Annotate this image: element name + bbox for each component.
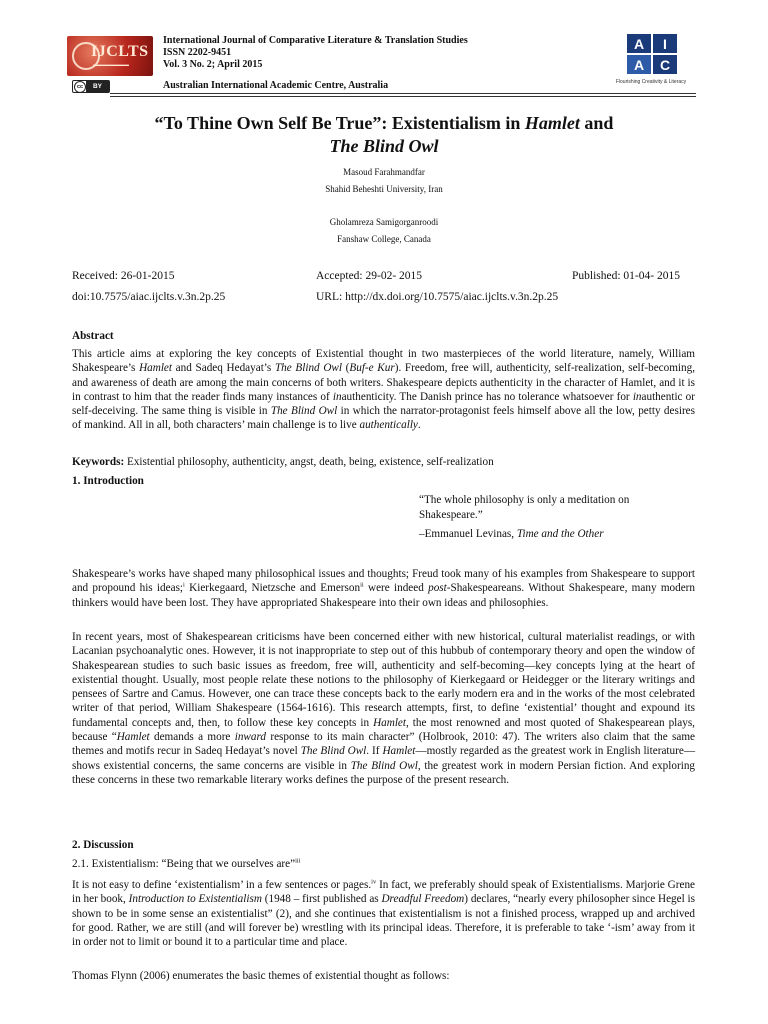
discussion-paragraph-1 xyxy=(72,878,695,949)
text-run-italic: authentically xyxy=(359,419,418,432)
logo-subtext-icon: ▬▬▬▬▬▬▬▬ xyxy=(93,62,129,67)
text-run: -Shakespeareans. Without Shakespeare, many modern thinkers would have been lost. They have appropriated Shakespeare into their own ideas and philosophies. xyxy=(72,582,695,609)
text-run: –Emmanuel Levinas, xyxy=(419,528,517,540)
author-name: Gholamreza Samigorganroodi xyxy=(329,217,439,227)
text-run: authenticity. The Danish prince has no tolerance whatsoever for xyxy=(341,390,633,403)
abstract-heading: Abstract xyxy=(72,330,114,342)
text-run: ). Freedom, free will, authenticity, self-realization, self-becoming, and awareness of death are among the main concerns of both writers. Shakespeare depicts authenticity in the character of Hamlet, and it is in contrast to him that the reader finds many instances of xyxy=(72,362,696,403)
ijclts-logo xyxy=(67,36,153,76)
text-run: were indeed xyxy=(363,582,429,595)
text-run-italic: The Blind Owl xyxy=(300,745,367,758)
journal-name: International Journal of Comparative Literature & Translation Studies xyxy=(163,35,468,46)
text-run: In fact, we preferably should speak of Existentialisms. Marjorie Grene in her book, xyxy=(72,879,696,906)
footnote-mark[interactable]: iv xyxy=(371,878,377,886)
accepted-date: Accepted: 29-02- 2015 xyxy=(316,270,423,282)
by-icon: BY xyxy=(86,81,109,92)
text-run: and Sadeq Hedayat’s xyxy=(172,362,275,375)
aiac-letter: A xyxy=(627,34,651,53)
aiac-logo xyxy=(627,34,677,74)
text-run: This article aims at exploring the key concepts of Existential thought in two masterpieces of the world literature, namely, William Shakespeare’s xyxy=(72,348,695,375)
text-run: (1948 – first published as xyxy=(261,893,382,906)
text-run-italic: Buf-e Kur xyxy=(349,362,395,375)
text-run-italic: post xyxy=(428,582,447,595)
text-run-italic: Hamlet xyxy=(382,745,416,758)
cc-icon: cc xyxy=(74,81,86,93)
ijclts-logo-text: IJCLTS xyxy=(91,43,149,60)
text-run: authentic or self-deceiving. The same thing is visible in xyxy=(72,390,695,418)
epigraph-quote: “The whole philosophy is only a meditation on Shakespeare.” xyxy=(419,494,630,521)
text-run-italic: Hamlet xyxy=(373,716,406,729)
aiac-tagline: Flourishing Creativity & Literacy xyxy=(615,79,687,85)
text-run-italic: The Blind Owl xyxy=(350,759,418,772)
header-divider xyxy=(110,93,696,94)
text-run: It is not easy to define ‘existentialism’ in a few sentences or pages. xyxy=(72,879,372,891)
aiac-letter: C xyxy=(653,55,677,74)
footnote-mark[interactable]: i xyxy=(183,581,185,589)
discussion-paragraph-2: Thomas Flynn (2006) enumerates the basic themes of existential thought as follows: xyxy=(72,970,450,982)
received-date: Received: 26-01-2015 xyxy=(72,270,175,282)
article-title xyxy=(84,112,684,158)
text-run: ( xyxy=(341,362,350,375)
title-part: “To Thine Own Self Be True”: Existentialism in xyxy=(154,113,525,133)
title-part: and xyxy=(579,113,614,133)
text-run-italic: Hamlet xyxy=(139,362,172,375)
aiac-letter: A xyxy=(627,55,651,74)
published-date: Published: 01-04- 2015 xyxy=(572,270,680,282)
cc-license-badge[interactable] xyxy=(72,80,110,93)
intro-paragraph-2 xyxy=(72,630,695,787)
keywords-text: Existential philosophy, authenticity, angst, death, being, existence, self-realization xyxy=(124,456,494,468)
title-line-2: The Blind Owl xyxy=(329,136,439,156)
abstract-text xyxy=(72,347,695,433)
footnote-mark[interactable]: ii xyxy=(360,581,364,589)
keywords xyxy=(72,455,695,469)
text-run-italic: Hamlet xyxy=(116,731,150,744)
text-run-italic: The Blind Owl xyxy=(274,362,342,375)
text-run: . xyxy=(417,419,421,432)
publisher-name: Australian International Academic Centre, Australia xyxy=(163,80,389,91)
section-heading: 2. Discussion xyxy=(72,839,134,851)
text-run-italic: Time and the Other xyxy=(516,528,604,540)
text-run-italic: inward xyxy=(234,731,267,744)
section-heading: 1. Introduction xyxy=(72,475,144,487)
title-part-italic: Hamlet xyxy=(524,113,580,133)
text-run: response to its main character” (Holbrook, 2010: 47). The writers also claim that the same themes and motifs recur in Sadeq Hedayat’s novel xyxy=(72,731,695,758)
subsection-heading xyxy=(72,857,695,871)
journal-issn: ISSN 2202-9451 xyxy=(163,47,232,58)
journal-volume: Vol. 3 No. 2; April 2015 xyxy=(163,59,263,70)
text-run: , the most renowned and most quoted of Shakespearean plays, because “ xyxy=(72,716,695,744)
text-run-italic: in xyxy=(632,390,642,403)
text-run-italic: in xyxy=(332,390,342,403)
text-run: In recent years, most of Shakespearean criticisms have been concerned either with new historical, cultural materialist readings, or with Lacanian psychoanalytic ones. However, it is not inappropriate to step out of this hubbub of contemporary theory and open the window of Shakespearean studies to such basic issues as freedom, free will, authenticity and self-becoming—key concepts lying at the heart of existential thought. Usually, most people relate these notions to the philosophy of Kierkegaard or Heidegger or the literary writings and pensees of Sartre and Camus. However, one can trace these concepts back to the early modern era and in the works of the most celebrated writer of that period, William Shakespeare (1564-1616). This research attempts, first, to define ‘existential’ thought and expound its fundamental concepts and, then, to follow these key concepts in xyxy=(72,631,695,729)
text-run: demands a more xyxy=(149,731,235,744)
text-run: —mostly regarded as the greatest work in English literature—shows existential concerns, the same concerns are visible in xyxy=(72,745,696,772)
author-name: Masoud Farahmandfar xyxy=(343,167,425,177)
text-run-italic: Introduction to Existentialism xyxy=(128,893,262,906)
intro-paragraph-1 xyxy=(72,567,695,610)
url-link[interactable]: URL: http://dx.doi.org/10.7575/aiac.ijclts.v.3n.2p.25 xyxy=(316,291,559,303)
epigraph-attribution xyxy=(419,527,689,542)
header-divider-2 xyxy=(110,96,696,97)
text-run: Kierkegaard, Nietzsche and Emerson xyxy=(184,582,361,595)
aiac-letter: I xyxy=(653,34,677,53)
text-run: 2.1. Existentialism: “Being that we ourselves are” xyxy=(72,858,296,870)
author-affiliation: Fanshaw College, Canada xyxy=(337,234,431,244)
text-run: , the greatest work in modern Persian fiction. And exploring these concerns in these two remarkable literary works defines the purpose of the present research. xyxy=(72,759,696,786)
author-affiliation: Shahid Beheshti University, Iran xyxy=(325,184,443,194)
doi-link[interactable]: doi:10.7575/aiac.ijclts.v.3n.2p.25 xyxy=(72,291,226,303)
keywords-label: Keywords: xyxy=(72,456,125,468)
footnote-mark[interactable]: iii xyxy=(295,857,301,865)
text-run: Shakespeare’s works have shaped many philosophical issues and thoughts; Freud took many of his examples from Shakespeare to support and propound his ideas; xyxy=(72,568,695,595)
text-run-italic: Dreadful Freedom xyxy=(381,893,465,906)
text-run-italic: The Blind Owl xyxy=(270,405,338,418)
text-run: in which the narrator-protagonist feels himself above all the low, petty desires of mankind. All in all, both characters’ main challenge is to live xyxy=(72,405,695,432)
text-run: ) declares, “nearly every philosopher since Hegel is shown to be in some sense an existentialist” (2), and she continues that existentialism is not a finished process, wrapped up and archived for good. Rather, we are still (and will forever be) wrestling with its principal ideas. Therefore, it is preferable to take ‘-ism’ away from it in order not to limit or bound it to a particular time and place. xyxy=(72,893,695,949)
text-run: . If xyxy=(366,745,383,758)
